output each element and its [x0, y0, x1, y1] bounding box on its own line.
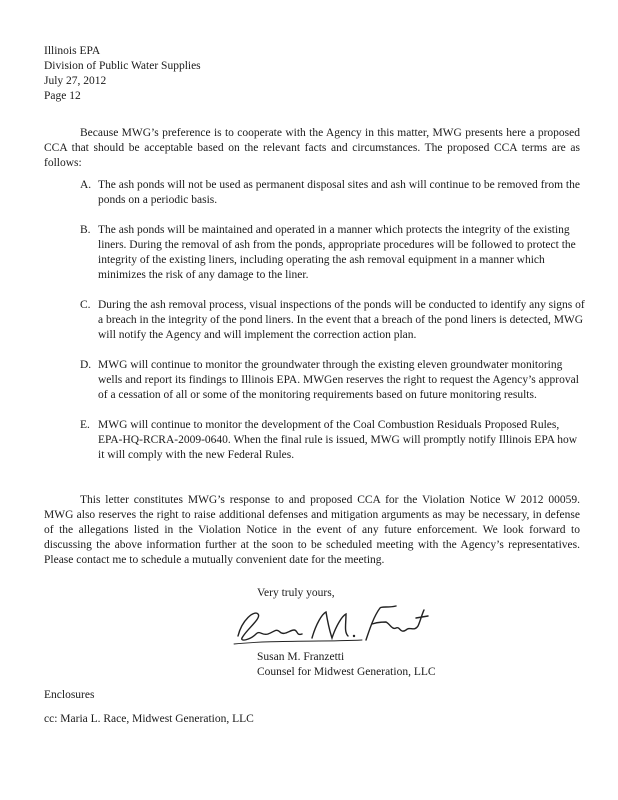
item-letter: D.	[80, 359, 92, 371]
list-item	[80, 223, 586, 283]
signer-title: Counsel for Midwest Generation, LLC	[257, 666, 436, 678]
date-line: July 27, 2012	[44, 75, 107, 87]
list-item	[80, 418, 586, 463]
signer-block	[257, 650, 577, 680]
cc-line: cc: Maria L. Race, Midwest Generation, LLC	[44, 713, 254, 725]
letter-header	[44, 44, 344, 104]
list-item	[80, 178, 586, 208]
item-text: MWG will continue to monitor the development of the Coal Combustion Residuals Proposed Rules, EPA-HQ-RCRA-2009-0640. When the final rule is issued, MWG will promptly notify Illinois EPA how it will comply with the new Federal Rules.	[98, 419, 578, 461]
cca-terms-list	[80, 178, 586, 478]
handwritten-signature	[232, 600, 432, 648]
page-number: Page 12	[44, 90, 81, 102]
item-letter: C.	[80, 299, 91, 311]
item-letter: B.	[80, 224, 91, 236]
signer-name: Susan M. Franzetti	[257, 651, 345, 663]
item-text: The ash ponds will not be used as permanent disposal sites and ash will continue to be removed from the ponds on a periodic basis.	[98, 179, 580, 206]
division-line: Division of Public Water Supplies	[44, 60, 201, 72]
signoff: Very truly yours,	[257, 587, 335, 599]
item-text: MWG will continue to monitor the groundwater through the existing eleven groundwater monitoring wells and report its findings to Illinois EPA. MWGen reserves the right to request the Agency’s approval of a cessation of all or some of the monitoring requirements based on future monitoring results.	[98, 359, 579, 401]
item-text: During the ash removal process, visual inspections of the ponds will be conducted to identify any signs of a breach in the integrity of the pond liners. In the event that a breach of the pond liners is detected, MWG will notify the Agency and will implement the correction action plan.	[98, 299, 585, 341]
recipient-line: Illinois EPA	[44, 45, 101, 57]
item-letter: E.	[80, 419, 90, 431]
list-item	[80, 358, 586, 403]
closing-paragraph: This letter constitutes MWG’s response to and proposed CCA for the Violation Notice W 2012 00059. MWG also reserves the right to raise additional defenses and mitigation arguments as may be necessary, in defense of the allegations listed in the Violation Notice in the event of any future enforcement. We look forward to discussing the above information further at the soon to be scheduled meeting with the Agency’s representatives. Please contact me to schedule a mutually convenient date for the meeting.	[44, 494, 580, 566]
item-letter: A.	[80, 179, 92, 191]
item-text: The ash ponds will be maintained and operated in a manner which protects the integrity of the existing liners. During the removal of ash from the ponds, appropriate procedures will be followed to protect the integrity of the existing liners, including operating the ash removal equipment in a manner which minimizes the risk of any damage to the liner.	[98, 224, 576, 281]
list-item	[80, 298, 586, 343]
enclosures-note: Enclosures	[44, 689, 95, 701]
intro-paragraph: Because MWG’s preference is to cooperate with the Agency in this matter, MWG presents here a proposed CCA that should be acceptable based on the relevant facts and circumstances. The proposed CCA terms are as follows:	[44, 127, 580, 169]
